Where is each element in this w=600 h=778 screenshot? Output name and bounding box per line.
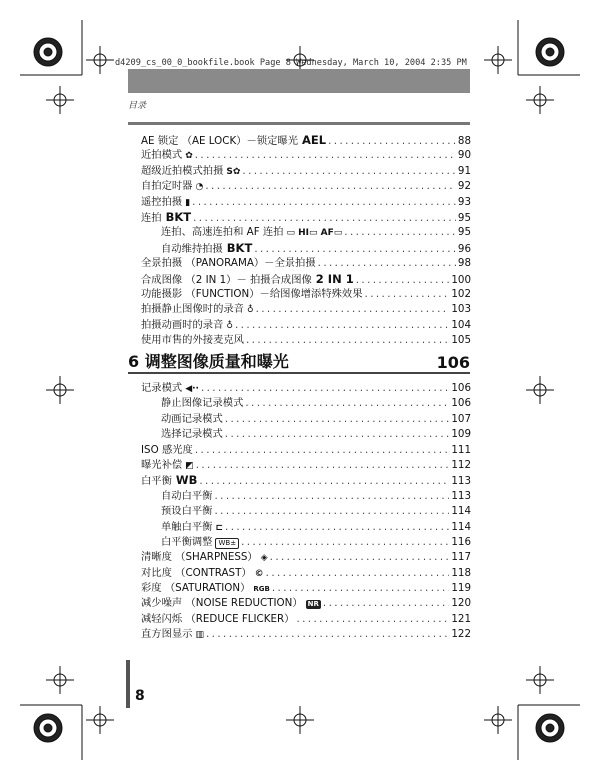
toc-entry-title: 清晰度 （SHARPNESS）	[141, 551, 258, 564]
toc-entry-title: 使用市售的外接麦克风	[141, 334, 244, 347]
toc-entry-page: 118	[451, 566, 471, 579]
toc-entry[interactable]	[141, 427, 471, 442]
toc-entry-title: 动画记录模式	[161, 412, 223, 425]
toc-entry-page: 120	[451, 597, 471, 610]
toc-leader-dots	[245, 396, 449, 411]
exposure-comp-icon: ◩	[185, 460, 194, 471]
self-timer-icon: ◔	[195, 182, 204, 193]
toc-entry[interactable]	[141, 627, 471, 642]
toc-entry[interactable]	[141, 535, 471, 550]
toc-entry-page: 113	[451, 475, 471, 488]
toc-entry[interactable]	[141, 520, 471, 535]
toc-entry[interactable]	[141, 596, 471, 611]
toc-entry-page: 116	[451, 535, 471, 548]
toc-entry-title: 连拍、高速连拍和 AF 连拍	[161, 226, 284, 239]
toc-entry[interactable]	[141, 148, 471, 163]
toc-entry-title: 拍摄静止图像时的录音	[141, 303, 244, 316]
toc-leader-dots	[266, 566, 450, 581]
toc-entry[interactable]	[141, 381, 471, 396]
toc-list-bottom	[141, 381, 471, 643]
toc-entry-page: 107	[451, 412, 471, 425]
toc-entry-page: 111	[451, 443, 471, 456]
toc-entry-title: 合成图像 （2 IN 1）－ 拍摄合成图像	[141, 273, 312, 286]
toc-leader-dots	[272, 581, 449, 596]
toc-entry[interactable]	[141, 504, 471, 519]
toc-entry-title: 白平衡	[141, 475, 172, 488]
toc-entry-page: 105	[451, 334, 471, 347]
toc-leader-dots	[328, 134, 456, 149]
macro-icon: ✿	[185, 151, 193, 162]
toc-entry-page: 88	[457, 135, 471, 147]
toc-entry-title: 拍摄动画时的录音	[141, 318, 224, 331]
toc-entry[interactable]	[141, 272, 471, 287]
toc-leader-dots	[296, 612, 449, 627]
print-header: d4209_cs_00_0_bookfile.book Page 8 Wednesday, March 10, 2004 2:35 PM	[115, 58, 467, 68]
toc-entry[interactable]	[141, 179, 471, 194]
toc-entry[interactable]	[141, 489, 471, 504]
toc-entry[interactable]	[141, 458, 471, 473]
toc-entry-page: 117	[451, 551, 471, 564]
toc-entry[interactable]	[141, 210, 471, 225]
toc-entry-title: 减少噪声 （NOISE REDUCTION）	[141, 597, 303, 610]
toc-entry[interactable]	[141, 256, 471, 271]
toc-entry-page: 106	[451, 397, 471, 410]
toc-entry-page: 114	[451, 505, 471, 518]
toc-leader-dots	[193, 211, 456, 226]
chapter-page: 106	[436, 353, 470, 372]
toc-entry-title: 预设白平衡	[161, 505, 213, 518]
toc-leader-dots	[196, 458, 450, 473]
toc-leader-dots	[242, 164, 455, 179]
toc-leader-dots	[344, 225, 456, 240]
toc-leader-dots	[365, 287, 450, 302]
toc-entry-page: 119	[451, 582, 471, 595]
toc-leader-dots	[195, 443, 450, 458]
toc-entry[interactable]	[141, 225, 471, 240]
toc-entry-page: 100	[451, 273, 471, 286]
toc-leader-dots	[214, 489, 449, 504]
chapter-heading	[128, 346, 470, 374]
toc-entry-page: 109	[451, 428, 471, 441]
toc-entry-title: 减轻闪烁 （REDUCE FLICKER）	[141, 612, 295, 625]
header-rule	[128, 122, 470, 125]
toc-entry-page: 93	[457, 195, 471, 208]
sharpness-icon: ◈	[260, 553, 268, 564]
toc-entry-title: 白平衡调整	[161, 535, 213, 548]
toc-entry[interactable]	[141, 396, 471, 411]
remote-icon: ▮	[185, 197, 191, 208]
toc-leader-dots	[323, 596, 449, 611]
toc-entry-page: 92	[457, 180, 471, 193]
toc-list-top	[141, 133, 471, 348]
toc-entry-title: 选择记录模式	[161, 428, 223, 441]
toc-entry[interactable]	[141, 195, 471, 210]
nr-icon: NR	[307, 600, 319, 609]
toc-entry-page: 106	[451, 382, 471, 394]
toc-entry-title: 遥控拍摄	[141, 195, 183, 208]
toc-entry-title: 功能摄影 （FUNCTION）－给图像增添特殊效果	[141, 287, 363, 300]
toc-leader-dots	[214, 504, 449, 519]
toc-entry-page: 102	[451, 287, 471, 300]
toc-leader-dots	[201, 381, 449, 396]
mic-icon: ♁	[226, 320, 233, 331]
toc-entry-page: 112	[451, 458, 471, 471]
toc-entry-title: 自拍定时器	[141, 180, 193, 193]
toc-entry[interactable]	[141, 473, 471, 488]
toc-entry-page: 98	[457, 257, 471, 270]
toc-entry-title: 曝光补偿	[141, 458, 183, 471]
record-mode-icon: ◀··	[185, 384, 199, 394]
toc-leader-dots	[225, 412, 450, 427]
toc-entry[interactable]	[141, 443, 471, 458]
toc-entry-page: 113	[451, 489, 471, 502]
toc-entry-title: 自动维持拍摄	[161, 242, 223, 255]
toc-entry-title: 彩度 （SATURATION）	[141, 582, 251, 595]
toc-entry-title: AE 锁定 （AE LOCK）－锁定曝光	[141, 135, 299, 147]
toc-leader-dots	[254, 242, 456, 257]
bkt-label: BKT	[226, 240, 253, 255]
wb-adjust-icon: WB±	[215, 538, 239, 549]
toc-entry[interactable]	[141, 581, 471, 596]
toc-entry[interactable]	[141, 133, 471, 148]
toc-leader-dots	[256, 302, 450, 317]
sequential-icons-icon: BKT	[165, 209, 192, 224]
2in1-label: 2 IN 1	[315, 271, 354, 286]
toc-entry-page: 96	[457, 242, 471, 255]
histogram-icon: ▥	[195, 630, 204, 641]
page-number-bar	[126, 660, 130, 708]
toc-entry[interactable]	[141, 302, 471, 317]
toc-entry-page: 95	[457, 211, 471, 224]
saturation-icon: RGB	[253, 585, 270, 594]
toc-entry-page: 114	[451, 520, 471, 533]
toc-entry[interactable]	[141, 566, 471, 581]
page-number: 8	[135, 688, 145, 704]
toc-leader-dots	[195, 148, 456, 163]
toc-leader-dots	[225, 427, 450, 442]
section-label: 目录	[128, 101, 147, 111]
toc-leader-dots	[205, 179, 456, 194]
toc-entry[interactable]	[141, 164, 471, 179]
toc-entry[interactable]	[141, 412, 471, 427]
contrast-icon: ©	[254, 568, 264, 579]
toc-leader-dots	[356, 273, 450, 288]
toc-entry-title: 全景拍摄 （PANORAMA）－全景拍摄	[141, 257, 316, 270]
toc-entry-title: 超级近拍模式拍摄	[141, 164, 224, 177]
toc-leader-dots	[241, 535, 449, 550]
toc-entry-page: 90	[457, 149, 471, 162]
toc-entry[interactable]	[141, 318, 471, 333]
toc-entry-page: 122	[451, 628, 471, 641]
toc-entry-page: 121	[451, 612, 471, 625]
toc-leader-dots	[192, 195, 456, 210]
toc-entry-title: 自动白平衡	[161, 489, 213, 502]
toc-entry[interactable]	[141, 612, 471, 627]
toc-leader-dots	[206, 627, 449, 642]
sequential-icons-icon: ▭ HI▭ AF▭	[286, 228, 343, 239]
toc-entry-title: 连拍	[141, 211, 162, 224]
toc-entry-title: 对比度 （CONTRAST）	[141, 566, 252, 579]
toc-entry[interactable]	[141, 287, 471, 302]
toc-entry-title: ISO 感光度	[141, 443, 193, 456]
toc-entry-page: 91	[457, 164, 471, 177]
toc-leader-dots	[318, 256, 456, 271]
toc-entry-page: 103	[451, 303, 471, 316]
toc-entry-title: 单触白平衡	[161, 520, 213, 533]
toc-leader-dots	[235, 318, 449, 333]
ael-label: AEL	[302, 133, 327, 147]
chapter-title: 6 调整图像质量和曝光	[128, 352, 289, 371]
toc-leader-dots	[199, 474, 449, 489]
toc-entry-title: 静止图像记录模式	[161, 397, 244, 410]
toc-entry-title: 直方图显示	[141, 628, 193, 641]
toc-entry[interactable]	[141, 550, 471, 565]
toc-entry-title: 记录模式	[141, 382, 183, 394]
toc-entry-title: 近拍模式	[141, 149, 183, 162]
toc-entry[interactable]	[141, 241, 471, 256]
toc-leader-dots	[270, 550, 450, 565]
one-touch-wb-icon: ⊏	[215, 522, 224, 533]
toc-leader-dots	[225, 520, 449, 535]
header-band	[128, 69, 470, 93]
super-macro-icon: S✿	[226, 166, 241, 177]
toc-entry-page: 104	[451, 318, 471, 331]
wb-label: WB	[175, 473, 198, 488]
toc-entry-page: 95	[457, 226, 471, 239]
mic-icon: ♁	[246, 305, 254, 316]
